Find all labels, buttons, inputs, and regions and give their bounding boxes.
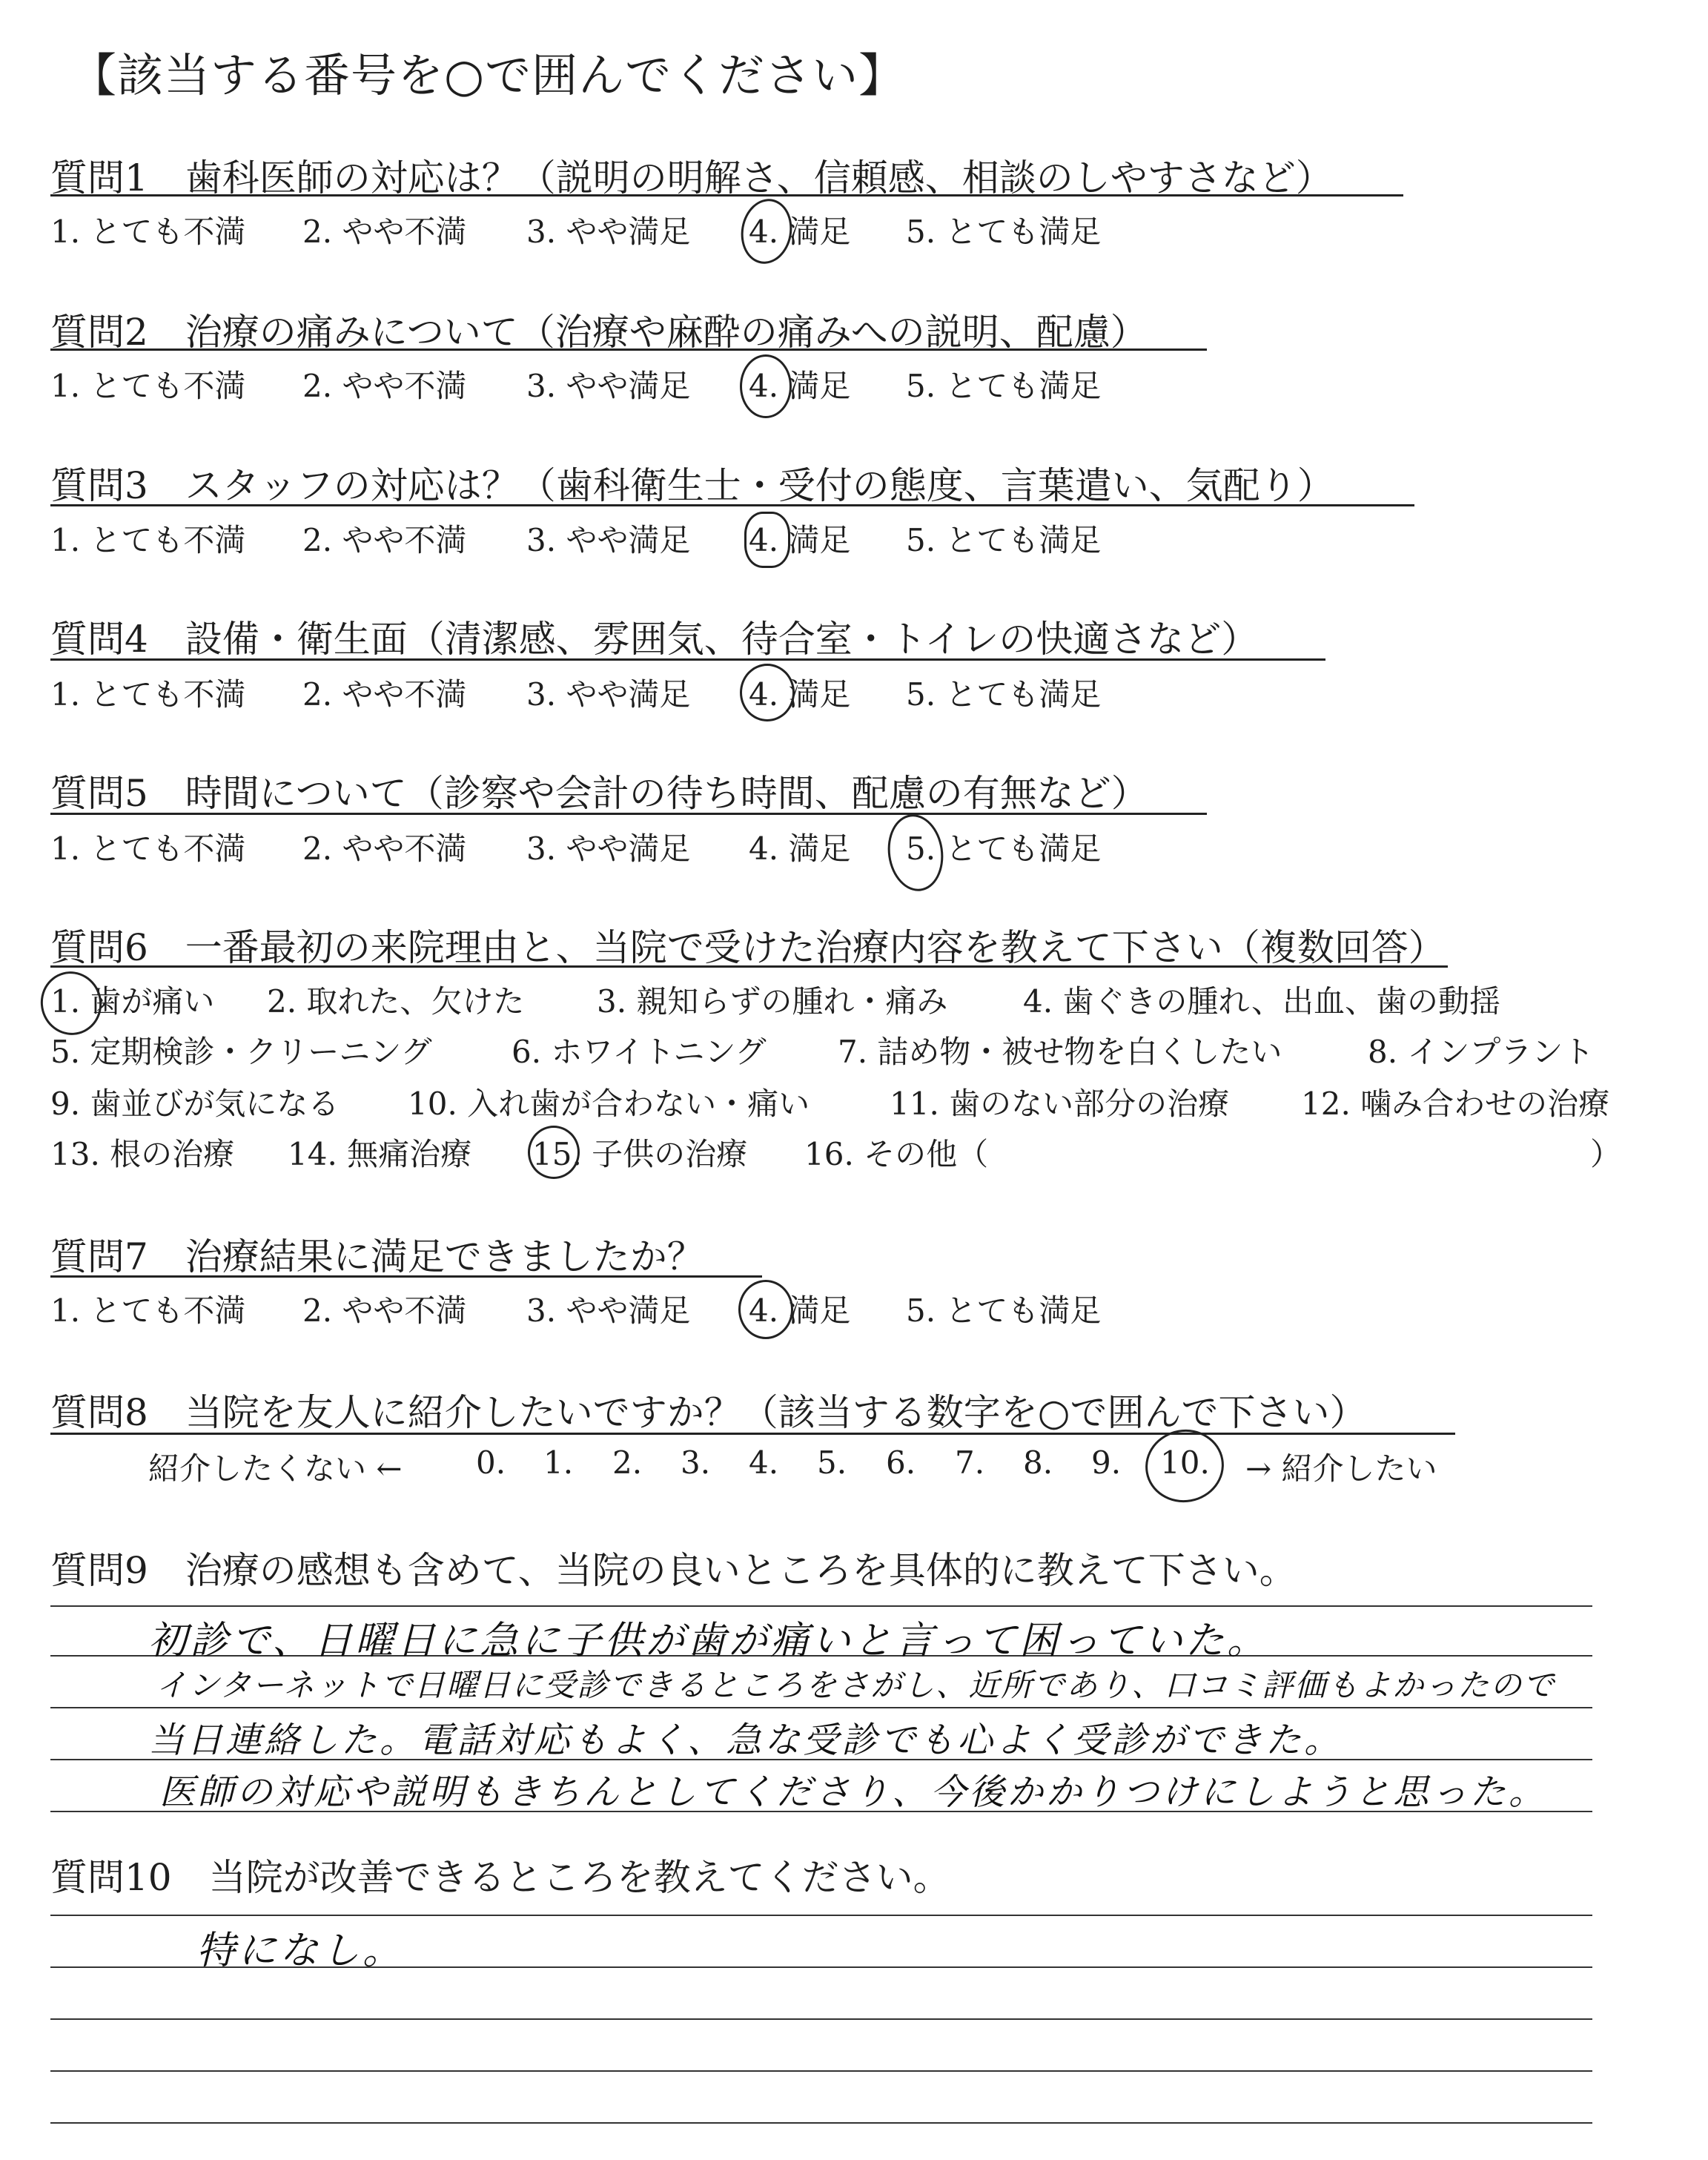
q9-answer-line: [50, 1605, 1592, 1607]
q8-scale-10[interactable]: 10.: [1160, 1444, 1210, 1481]
question-7-label: 質問7 治療結果に満足できましたか？: [50, 1235, 704, 1278]
q8-scale-9[interactable]: 9.: [1091, 1444, 1122, 1481]
q3-option-4[interactable]: 4. 満足: [749, 522, 851, 558]
q8-scale-4[interactable]: 4.: [749, 1444, 779, 1481]
question-3-underline: [50, 504, 1414, 506]
q6-option-3[interactable]: 3. 親知らずの腫れ・痛み: [597, 983, 948, 1020]
q2-option-3[interactable]: 3. やや満足: [526, 368, 691, 404]
q6-option-16[interactable]: 16. その他（: [804, 1136, 989, 1172]
q3-option-1[interactable]: 1. とても不満: [50, 522, 246, 558]
q2-option-1[interactable]: 1. とても不満: [50, 368, 246, 404]
q7-option-3[interactable]: 3. やや満足: [526, 1292, 691, 1329]
q6-option-2[interactable]: 2. 取れた、欠けた: [267, 983, 525, 1020]
q10-answer-line: [50, 2018, 1592, 2020]
q2-option-5[interactable]: 5. とても満足: [906, 368, 1102, 404]
q5-option-4[interactable]: 4. 満足: [749, 830, 851, 867]
q7-option-4[interactable]: 4. 満足: [749, 1292, 851, 1329]
q6-option-14[interactable]: 14. 無痛治療: [288, 1136, 472, 1172]
q1-option-3[interactable]: 3. やや満足: [526, 214, 691, 250]
q8-scale-2[interactable]: 2.: [612, 1444, 643, 1481]
question-7-underline: [50, 1275, 762, 1278]
q8-scale-right-label: → 紹介したい: [1245, 1450, 1437, 1487]
question-6-underline: [50, 965, 1448, 968]
q6-option-15[interactable]: 15. 子供の治療: [532, 1136, 748, 1172]
q3-option-5[interactable]: 5. とても満足: [906, 522, 1102, 558]
q6-option-8[interactable]: 8. インプラント: [1368, 1034, 1595, 1070]
q6-option-7[interactable]: 7. 詰め物・被せ物を白くしたい: [838, 1034, 1282, 1070]
q8-scale-left-label: 紹介したくない ←: [148, 1450, 403, 1487]
q8-scale-6[interactable]: 6.: [886, 1444, 916, 1481]
question-5-label: 質問5 時間について（診察や会計の待ち時間、配慮の有無など）: [50, 772, 1148, 815]
question-1-label: 質問1 歯科医師の対応は？（説明の明解さ、信頼感、相談のしやすさなど）: [50, 156, 1333, 199]
q8-scale-7[interactable]: 7.: [955, 1444, 985, 1481]
question-2-underline: [50, 349, 1207, 351]
q5-option-5[interactable]: 5. とても満足: [906, 830, 1102, 867]
q3-option-2[interactable]: 2. やや不満: [302, 522, 467, 558]
question-8-label: 質問8 当院を友人に紹介したいですか？（該当する数字を○で囲んで下さい）: [50, 1391, 1367, 1434]
question-6-label: 質問6 一番最初の来院理由と、当院で受けた治療内容を教えて下さい（複数回答）: [50, 926, 1446, 969]
q9-handwritten-line-1: 初診で、日曜日に急に子供が歯が痛いと言って困っていた。: [148, 1619, 1268, 1663]
q6-option-9[interactable]: 9. 歯並びが気になる: [50, 1086, 340, 1122]
q6-option-1[interactable]: 1. 歯が痛い: [50, 983, 215, 1020]
q10-answer-line: [50, 1915, 1592, 1916]
q4-option-2[interactable]: 2. やや不満: [302, 676, 467, 713]
q6-option-4[interactable]: 4. 歯ぐきの腫れ、出血、歯の動揺: [1023, 983, 1500, 1020]
q9-answer-line: [50, 1707, 1592, 1708]
q4-option-1[interactable]: 1. とても不満: [50, 676, 246, 713]
q8-scale-3[interactable]: 3.: [681, 1444, 711, 1481]
question-8-underline: [50, 1433, 1455, 1435]
q1-option-1[interactable]: 1. とても不満: [50, 214, 246, 250]
q1-option-2[interactable]: 2. やや不満: [302, 214, 467, 250]
q8-scale-1[interactable]: 1.: [543, 1444, 574, 1481]
q5-option-3[interactable]: 3. やや満足: [526, 830, 691, 867]
q6-option-13[interactable]: 13. 根の治療: [50, 1136, 235, 1172]
question-9-label: 質問9 治療の感想も含めて、当院の良いところを具体的に教えて下さい。: [50, 1549, 1297, 1592]
question-4-label: 質問4 設備・衛生面（清潔感、雰囲気、待合室・トイレの快適さなど）: [50, 618, 1259, 661]
q10-answer-line: [50, 2122, 1592, 2124]
q6-option-11[interactable]: 11. 歯のない部分の治療: [890, 1086, 1230, 1122]
q1-option-4[interactable]: 4. 満足: [749, 214, 851, 250]
q1-option-5[interactable]: 5. とても満足: [906, 214, 1102, 250]
q9-handwritten-line-4: 医師の対応や説明もきちんとしてくださり、今後かかりつけにしようと思った。: [159, 1771, 1548, 1813]
q4-option-5[interactable]: 5. とても満足: [906, 676, 1102, 713]
question-2-label: 質問2 治療の痛みについて（治療や麻酔の痛みへの説明、配慮）: [50, 311, 1148, 354]
q4-option-3[interactable]: 3. やや満足: [526, 676, 691, 713]
question-1-underline: [50, 194, 1403, 196]
q9-handwritten-line-3: 当日連絡した。電話対応もよく、急な受診でも心よく受診ができた。: [148, 1720, 1343, 1761]
q8-scale-5[interactable]: 5.: [817, 1444, 847, 1481]
q6-option-12[interactable]: 12. 噛み合わせの治療: [1301, 1086, 1610, 1122]
question-3-label: 質問3 スタッフの対応は？（歯科衛生士・受付の態度、言葉遣い、気配り）: [50, 464, 1334, 507]
page-title: 【該当する番号を○で囲んでください】: [70, 48, 906, 102]
q10-answer-line: [50, 2070, 1592, 2072]
q3-option-3[interactable]: 3. やや満足: [526, 522, 691, 558]
question-4-underline: [50, 658, 1325, 661]
q2-option-4[interactable]: 4. 満足: [749, 368, 851, 404]
q5-option-1[interactable]: 1. とても不満: [50, 830, 246, 867]
q7-option-5[interactable]: 5. とても満足: [906, 1292, 1102, 1329]
q5-option-2[interactable]: 2. やや不満: [302, 830, 467, 867]
question-5-underline: [50, 813, 1207, 815]
q6-option-10[interactable]: 10. 入れ歯が合わない・痛い: [408, 1086, 810, 1122]
q7-option-2[interactable]: 2. やや不満: [302, 1292, 467, 1329]
q2-option-2[interactable]: 2. やや不満: [302, 368, 467, 404]
q6-option-6[interactable]: 6. ホワイトニング: [512, 1034, 767, 1070]
question-10-label: 質問10 当院が改善できるところを教えてください。: [50, 1856, 950, 1899]
q4-option-4[interactable]: 4. 満足: [749, 676, 851, 713]
q9-handwritten-line-2: インターネットで日曜日に受診できるところをさがし、近所であり、口コミ評価もよかったので: [156, 1667, 1556, 1703]
q6-option-5[interactable]: 5. 定期検診・クリーニング: [50, 1034, 432, 1070]
q6-other-close-paren: ）: [1590, 1136, 1622, 1172]
q10-handwritten-line-1: 特になし。: [196, 1929, 405, 1973]
q8-scale-0[interactable]: 0.: [476, 1444, 506, 1481]
q8-scale-8[interactable]: 8.: [1023, 1444, 1053, 1481]
q7-option-1[interactable]: 1. とても不満: [50, 1292, 246, 1329]
